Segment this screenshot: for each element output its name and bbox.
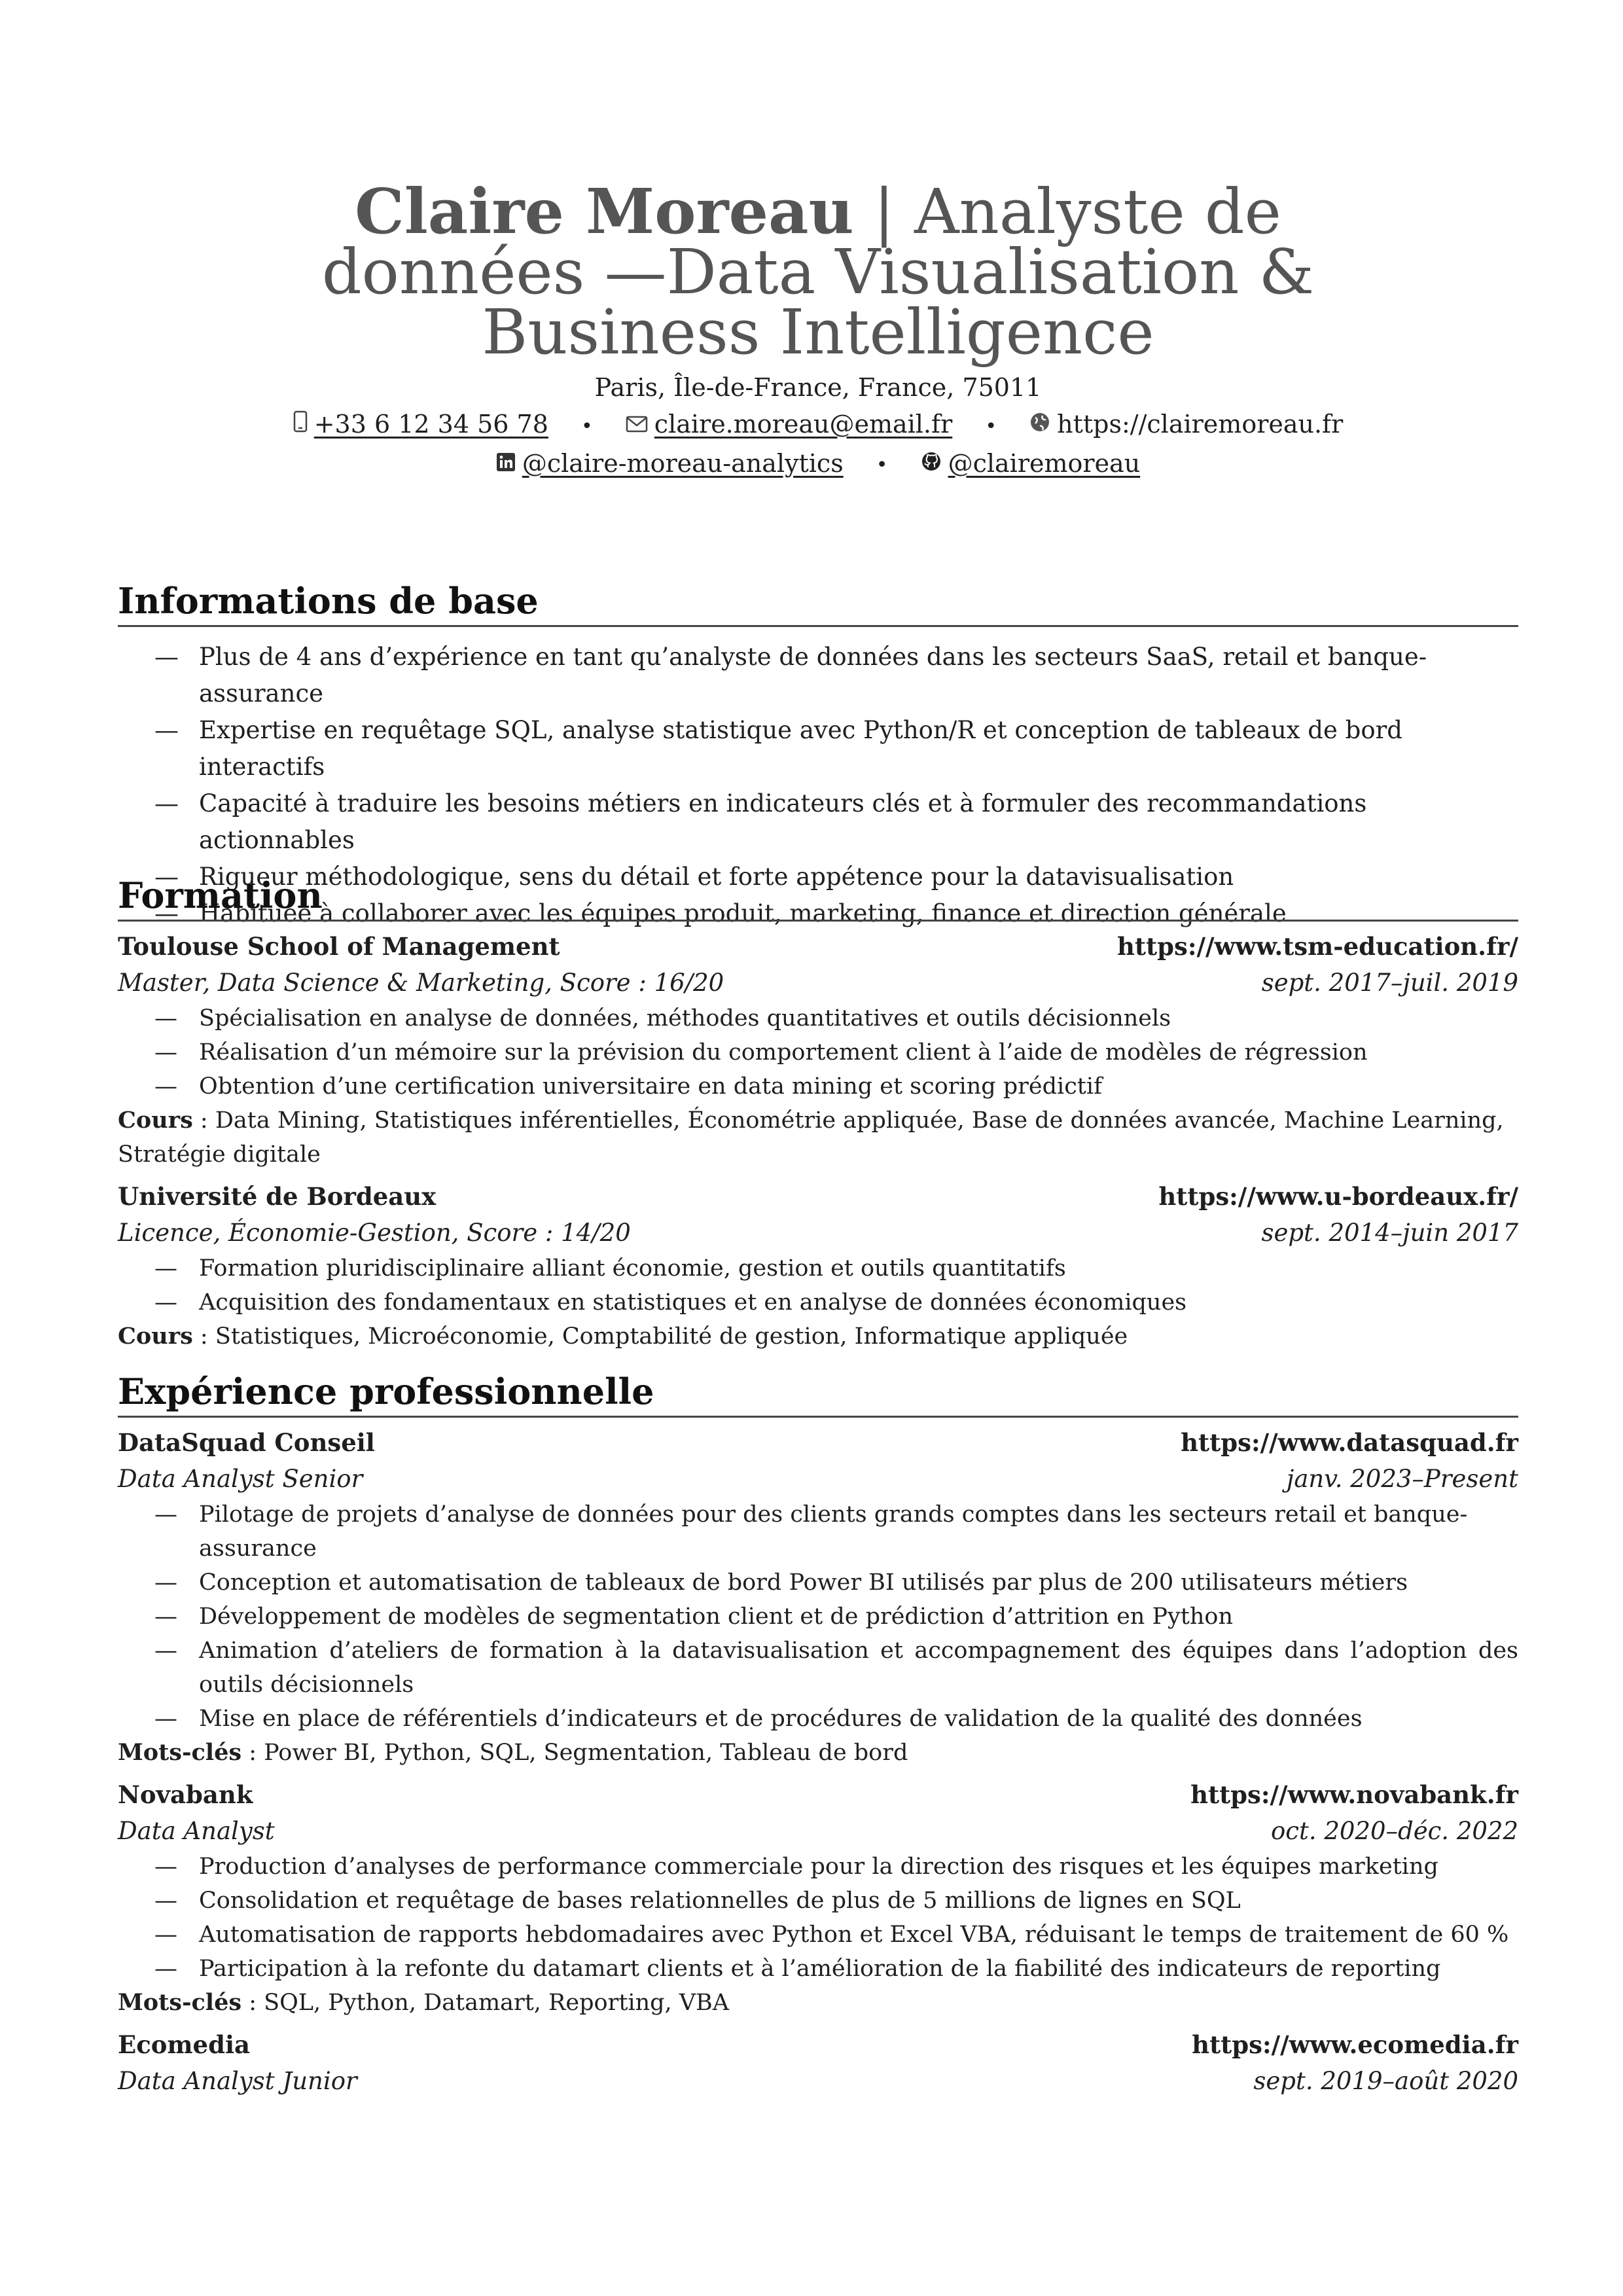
keywords — [118, 1736, 1518, 1770]
company-url[interactable]: https://www.ecomedia.fr — [1192, 2030, 1518, 2059]
degree: Master, Data Science & Marketing, Score : 16/20 — [118, 969, 724, 997]
section-title: Informations de base — [118, 579, 1518, 627]
linkedin-link[interactable]: @claire-moreau-analytics — [522, 448, 844, 478]
list-item: — Automatisation de rapports hebdomadaires avec Python et Excel VBA, réduisant le temps de traitement de 60 % — [118, 1918, 1518, 1952]
linkedin-icon — [496, 445, 516, 482]
candidate-name: Claire Moreau — [355, 175, 854, 248]
experience-details — [118, 1498, 1518, 1736]
list-item: — Acquisition des fondamentaux en statistiques et en analyse de données économiques — [118, 1285, 1518, 1319]
dates: sept. 2019–août 2020 — [1253, 2067, 1518, 2095]
envelope-icon — [626, 406, 648, 442]
keywords — [118, 1986, 1518, 2020]
keywords-text: : Power BI, Python, SQL, Segmentation, Tableau de bord — [241, 1740, 908, 1766]
education-details — [118, 1001, 1518, 1103]
keywords-text: : SQL, Python, Datamart, Reporting, VBA — [241, 1990, 730, 2016]
section-title: Expérience professionnelle — [118, 1370, 1518, 1418]
education-details — [118, 1251, 1518, 1319]
resume-header — [118, 175, 1518, 484]
contact-line-1 — [118, 406, 1518, 445]
experience-entry — [118, 2026, 1518, 2100]
list-item: — Rigueur méthodologique, sens du détail et forte appétence pour la datavisualisation — [118, 859, 1518, 895]
courses-text: : Data Mining, Statistiques inférentielles, Économétrie appliquée, Base de données avancée, Machine Learning, Stratégie digitale — [118, 1107, 1504, 1168]
list-item: — Obtention d’une certification universitaire en data mining et scoring prédictif — [118, 1069, 1518, 1103]
list-item: — Mise en place de référentiels d’indicateurs et de procédures de validation de la qualité des données — [118, 1702, 1518, 1736]
education-entry — [118, 928, 1518, 1172]
dates: oct. 2020–déc. 2022 — [1270, 1817, 1518, 1845]
keywords-label: Mots-clés — [118, 1989, 242, 2016]
list-item: — Plus de 4 ans d’expérience en tant qu’analyste de données dans les secteurs SaaS, retail et banque-assurance — [118, 639, 1518, 712]
list-item: — Animation d’ateliers de formation à la datavisualisation et accompagnement des équipes dans l’adoption des outils décisionnels — [118, 1634, 1518, 1702]
page-title — [242, 175, 1394, 368]
experience-entry — [118, 1424, 1518, 1770]
courses-text: : Statistiques, Microéconomie, Comptabilité de gestion, Informatique appliquée — [192, 1323, 1128, 1350]
globe-icon — [1029, 406, 1050, 442]
experience-section — [118, 1370, 1518, 2100]
keywords-label: Mots-clés — [118, 1739, 242, 1766]
github-link[interactable]: @clairemoreau — [948, 448, 1141, 478]
courses — [118, 1319, 1518, 1354]
school-url[interactable]: https://www.tsm-education.fr/ — [1117, 932, 1518, 961]
education-section — [118, 874, 1518, 1354]
school-url[interactable]: https://www.u-bordeaux.fr/ — [1158, 1182, 1518, 1211]
list-item: — Pilotage de projets d’analyse de données pour des clients grands comptes dans les secteurs retail et banque-assurance — [118, 1498, 1518, 1566]
courses-label: Cours — [118, 1323, 193, 1350]
contact-line-2 — [118, 445, 1518, 484]
phone-icon — [293, 406, 308, 442]
email-link[interactable]: claire.moreau@email.fr — [654, 410, 953, 439]
list-item: — Réalisation d’un mémoire sur la prévision du comportement client à l’aide de modèles de régression — [118, 1035, 1518, 1069]
separator: • — [580, 414, 593, 438]
experience-entry — [118, 1776, 1518, 2020]
company-url[interactable]: https://www.novabank.fr — [1190, 1780, 1518, 1809]
experience-details — [118, 1850, 1518, 1986]
list-item: — Spécialisation en analyse de données, méthodes quantitatives et outils décisionnels — [118, 1001, 1518, 1035]
degree: Licence, Économie-Gestion, Score : 14/20 — [118, 1219, 631, 1247]
list-item: — Production d’analyses de performance commerciale pour la direction des risques et les équipes marketing — [118, 1850, 1518, 1884]
dates: janv. 2023–Present — [1286, 1465, 1518, 1493]
list-item: — Participation à la refonte du datamart clients et à l’amélioration de la fiabilité des indicateurs de reporting — [118, 1952, 1518, 1986]
list-item: — Développement de modèles de segmentation client et de prédiction d’attrition en Python — [118, 1600, 1518, 1634]
company-name: Ecomedia — [118, 2030, 251, 2059]
list-item: — Formation pluridisciplinaire alliant économie, gestion et outils quantitatifs — [118, 1251, 1518, 1285]
separator: • — [985, 414, 997, 438]
github-icon — [921, 445, 942, 482]
company-name: Novabank — [118, 1780, 253, 1809]
list-item: — Consolidation et requêtage de bases relationnelles de plus de 5 millions de lignes en SQL — [118, 1884, 1518, 1918]
courses-label: Cours — [118, 1107, 193, 1134]
separator: • — [876, 454, 888, 476]
job-role: Data Analyst Senior — [118, 1465, 363, 1493]
list-item: — Habituée à collaborer avec les équipes produit, marketing, finance et direction générale — [118, 895, 1518, 932]
address: Paris, Île-de-France, France, 75011 — [594, 373, 1042, 402]
website-link[interactable]: https://clairemoreau.fr — [1057, 410, 1344, 439]
courses — [118, 1103, 1518, 1172]
job-role: Data Analyst — [118, 1817, 275, 1845]
education-entry — [118, 1178, 1518, 1354]
list-item: — Capacité à traduire les besoins métiers en indicateurs clés et à formuler des recommandations actionnables — [118, 785, 1518, 859]
job-title: | Analyste de données —Data Visualisation & Business Intelligence — [321, 176, 1315, 368]
dates: sept. 2014–juin 2017 — [1261, 1219, 1518, 1247]
company-url[interactable]: https://www.datasquad.fr — [1181, 1428, 1518, 1457]
school-name: Toulouse School of Management — [118, 932, 560, 961]
list-item: — Conception et automatisation de tableaux de bord Power BI utilisés par plus de 200 utilisateurs métiers — [118, 1566, 1518, 1600]
company-name: DataSquad Conseil — [118, 1428, 375, 1457]
phone-link[interactable]: +33 6 12 34 56 78 — [313, 410, 548, 439]
dates: sept. 2017–juil. 2019 — [1261, 969, 1518, 997]
list-item: — Expertise en requêtage SQL, analyse statistique avec Python/R et conception de tableaux de bord interactifs — [118, 712, 1518, 785]
section-title: Formation — [118, 874, 1518, 922]
school-name: Université de Bordeaux — [118, 1182, 437, 1211]
job-role: Data Analyst Junior — [118, 2067, 357, 2095]
